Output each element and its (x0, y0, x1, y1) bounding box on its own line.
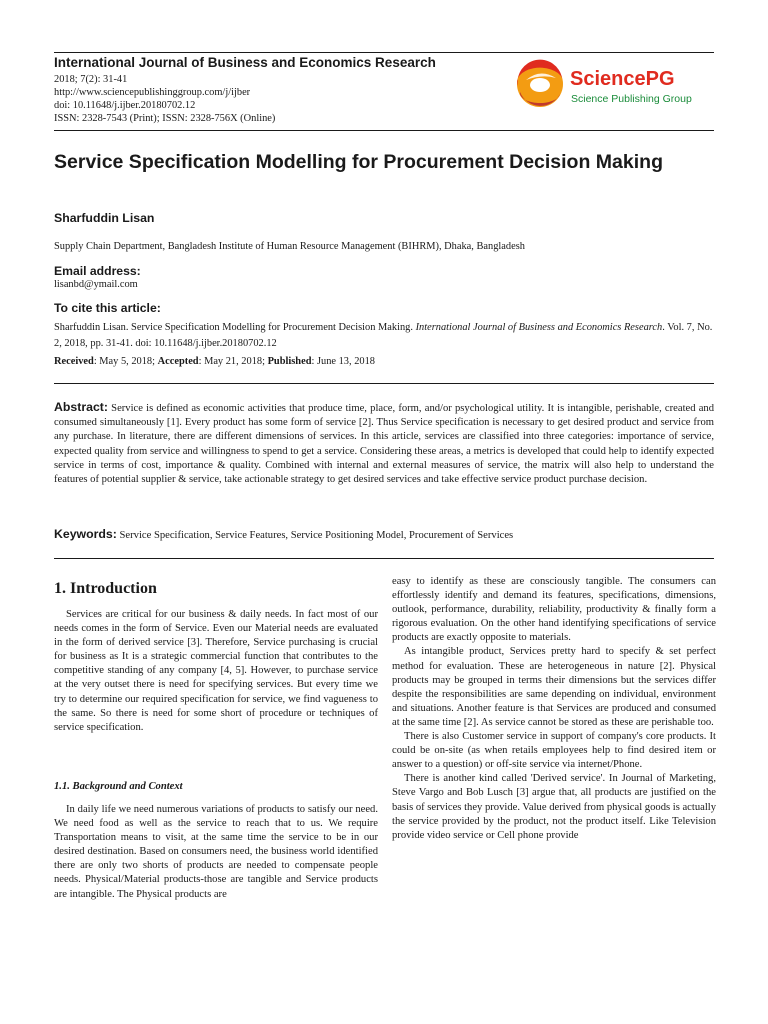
abstract-top-rule (54, 383, 714, 384)
abstract-label: Abstract: (54, 400, 108, 414)
citation-text: Sharfuddin Lisan. Service Specification Modelling for Procurement Decision Making. (54, 322, 416, 333)
paragraph: As intangible product, Services pretty hard to specify & set perfect method for evaluation. These are heterogeneous in nature [2]. Physical products may be grouped in terms their dimensions but the services differ despite the responsibilities are same depending on individual, environment and situations. Another feature is that Services are produced and consumed at the same time [2]. As service cannot be stored as these are perishable too. (392, 646, 716, 728)
email-heading: Email address: (54, 264, 141, 278)
accepted-label: Accepted (157, 356, 199, 367)
paragraph: In daily life we need numerous variations of products to satisfy our need. We need food as well as the service to reach that to us. We require Transportation means to visit, at the same time the service to be in our desired destination. Based on consumers need, the business world identified there are only two shorts of products are needed to compensate people needs. Physical/Material products-those are tangible and Service products are intangible. The Physical products are (54, 804, 378, 900)
header-rule (54, 130, 714, 131)
subsection-heading-background: 1.1. Background and Context (54, 781, 183, 792)
journal-issn: ISSN: 2328-7543 (Print); ISSN: 2328-756X (Online) (54, 113, 276, 124)
keywords-label: Keywords: (54, 527, 117, 541)
logo-name: SciencePG (570, 68, 675, 90)
journal-volume: 2018; 7(2): 31-41 (54, 74, 128, 85)
paragraph: There is another kind called 'Derived service'. In Journal of Marketing, Steve Vargo and Bob Lusch [3] argue that, all products are justified on the basis of services they provide. Value derived from physical goods is actually the service provided by the product, not the product itself. Like Television provide video service or Cell phone provide (392, 773, 717, 841)
publication-dates (54, 356, 375, 367)
abstract (54, 400, 714, 487)
sciencepg-logo (512, 58, 712, 110)
keywords (54, 527, 513, 541)
section-heading-introduction: 1. Introduction (54, 580, 157, 597)
logo-subtitle: Science Publishing Group (571, 93, 692, 105)
sciencepg-emblem-icon (517, 60, 563, 107)
author-name: Sharfuddin Lisan (54, 211, 155, 225)
abstract-text: Service is defined as economic activities that produce time, place, form, and/or psychological utility. It is intangible, perishable, created and consumed simultaneously [1]. Every product has some form of service [2]. Thus Service specification is necessary to get desired product and service from any purchase. In literature, there are different dimensions of services. In this article, services are classified into three categories: importance of service, expected quality from service and willingness to spend to get a service. Considering these areas, a metrics is developed that could help to identify expected service in terms of cost, importance & quality. Combined with internal and external measures of service, the matrix will also help to understand the features of potential supplier & service, take actionable strategy to get desired services and take effective service product purchase decision. (54, 403, 714, 486)
paragraph: Services are critical for our business & daily needs. In fact most of our needs comes in the form of Service. Even our Material needs are evaluated in the form of derived service [3]. Therefore, Service purchasing is crucial for business as It is a strategic commercial function that contributes to the competitive standing of any company [4, 5]. However, to purchase service at the very outset there is need for specifying services. But every time we try to determine our required specification for service, we find vagueness to the same. So there is need for some short of procedure or techniques of service specification. (54, 609, 378, 733)
published-date: : June 13, 2018 (311, 356, 375, 367)
published-label: Published (267, 356, 312, 367)
author-affiliation: Supply Chain Department, Bangladesh Institute of Human Resource Management (BIHRM), Dhaka, Bangladesh (54, 241, 525, 252)
citation (54, 320, 714, 351)
top-rule (54, 52, 714, 53)
citation-details: . Vol. 7, No. 2, 2018, pp. 31-41. doi: 10.11648/j.ijber.20180702.12 (54, 322, 713, 349)
journal-title: International Journal of Business and Economics Research (54, 55, 436, 70)
right-column (392, 575, 716, 843)
paragraph: easy to identify as these are consciously tangible. The consumers can effortlessly identify and demand its features, specifications, dimensions, outlook, performance, durability, reliability, productivity & finally form a rigorous evaluation. On the other hand identifying specifications of service products are exactly opposite to materials. (392, 576, 716, 644)
paper-title: Service Specification Modelling for Procurement Decision Making (54, 151, 663, 173)
left-column-intro (54, 608, 378, 735)
body-top-rule (54, 558, 714, 559)
received-date: : May 5, 2018; (93, 356, 158, 367)
accepted-date: : May 21, 2018; (198, 356, 268, 367)
left-column-background (54, 803, 378, 902)
paragraph: There is also Customer service in support of company's core products. It could be on-site (as when retails employees help to find desired item or answer to a question) or off-site service via internet/Phone. (392, 731, 716, 771)
journal-url[interactable]: http://www.sciencepublishinggroup.com/j/ijber (54, 87, 251, 98)
cite-heading: To cite this article: (54, 301, 161, 315)
journal-doi: doi: 10.11648/j.ijber.20180702.12 (54, 100, 196, 111)
received-label: Received (54, 356, 94, 367)
keywords-text: Service Specification, Service Features, Service Positioning Model, Procurement of Services (119, 530, 514, 541)
email-address[interactable]: lisanbd@ymail.com (54, 279, 138, 290)
citation-journal: International Journal of Business and Economics Research (415, 322, 663, 333)
